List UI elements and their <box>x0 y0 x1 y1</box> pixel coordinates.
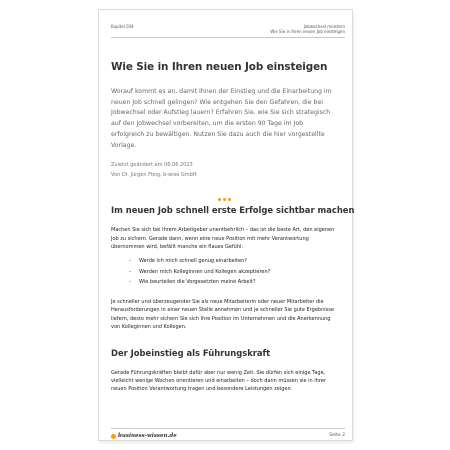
section-paragraph: Machen Sie sich bei Ihrem Arbeitgeber unentbehrlich – das ist die beste Art, den eigenen Job zu sichern. Gerade dann, wenn eine neue Position mit mehr Verantwortung übernommen wird, befällt manche ein flaues Gefühl: <box>111 227 335 251</box>
modified-date: Zuletzt geändert am 06.06.2023 <box>111 162 193 169</box>
header-subtopic: Wie Sie in Ihren neuen Job einsteigen <box>270 29 345 35</box>
list-item <box>129 267 338 278</box>
dash-bullet-icon: - <box>129 268 131 275</box>
section-heading: Im neuen Job schnell erste Erfolge sichtbar machen <box>111 205 355 216</box>
page-footer <box>111 428 345 443</box>
header-topic-block <box>111 24 345 34</box>
author-line: Von Dr. Jürgen Fleig, b-wise GmbH <box>111 172 197 179</box>
chapter-label: Kapitel 034 <box>111 24 134 29</box>
article-content <box>111 61 355 394</box>
document-page <box>99 10 355 440</box>
separator-dot-icon <box>218 198 222 202</box>
list-item <box>129 277 338 288</box>
list-item-text: Werde ich mich schnell genug einarbeiten? <box>139 258 247 265</box>
page-header <box>111 24 345 38</box>
brand-logo <box>111 433 177 439</box>
question-list <box>111 256 338 288</box>
list-item-text: Werden mich Kolleginnen und Kollegen akzeptieren? <box>139 268 271 275</box>
section-paragraph: Gerade Führungskräften bleibt dafür aber nur wenig Zeit. Sie dürfen sich einige Tage, vielleicht wenige Wochen orientieren und einarbeiten – doch dann müssen sie in ihrer neuen Position Verantwortung tragen und besondere Leistungen zeigen. <box>111 369 326 393</box>
dash-bullet-icon: - <box>129 279 131 286</box>
separator-dot-icon <box>223 198 227 202</box>
article-lead: Worauf kommt es an, damit Ihnen der Einstieg und die Einarbeitung im neuen Job schnell gelingen? Wie entgehen Sie den Gefahren, die bei Jobwechsel oder Aufstieg lauern? Erfahren Sie, wie Sie sich strategisch auf den Jobwechsel vorbereiten, um die ersten 90 Tage im Job erfolgreich zu bewältigen. Nutzen Sie dazu auch die hier vorgestellte Vorlage. <box>111 88 332 149</box>
list-item <box>129 256 338 267</box>
article-meta <box>111 160 338 180</box>
page-number: Seite 2 <box>329 433 345 438</box>
section-separator <box>111 186 338 194</box>
separator-dot-icon <box>228 198 232 202</box>
header-topic: Jobwechsel meistern <box>303 24 345 29</box>
logo-dot-icon <box>111 434 116 439</box>
section-heading: Der Jobeinstieg als Führungskraft <box>111 347 271 358</box>
list-item-text: Wie beurteilen die Vorgesetzten meine Arbeit? <box>139 279 256 286</box>
dash-bullet-icon: - <box>129 258 131 265</box>
article-title: Wie Sie in Ihren neuen Job einsteigen <box>111 61 328 73</box>
section-paragraph: Je schneller und überzeugender Sie als neue Mitarbeiterin oder neuer Mitarbeiter die Herausforderungen in einer neuen Stelle annehmen und je schneller Sie gute Ergebnisse liefern, desto mehr sichern Sie sich Ihre Position im Unternehmen und die Anerkennung von Kolleginnen und Kollegen. <box>111 298 334 331</box>
brand-name: business-wissen.de <box>118 433 177 439</box>
